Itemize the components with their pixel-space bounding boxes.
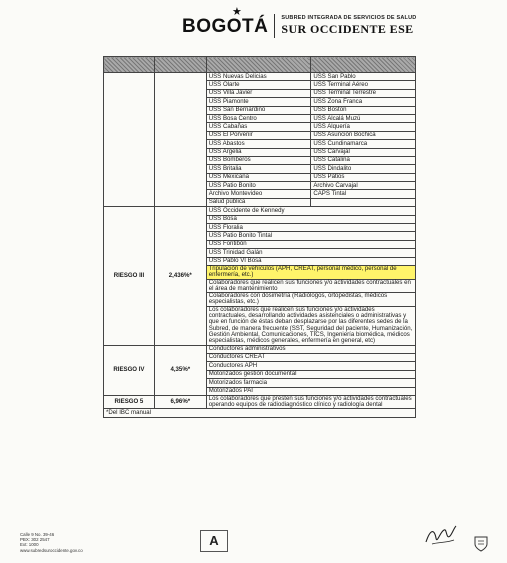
site-cell: USS Mexicana — [206, 173, 311, 181]
phone-line: PBX: 302 2547 — [20, 537, 50, 543]
risk4-body — [104, 345, 416, 395]
item-cell: Colaboradores con dosimetría (Radiólogos, ortopedistas, médicos especialistas, etc.) — [206, 293, 415, 307]
item-cell: USS Bosa — [206, 215, 415, 223]
table-row — [104, 207, 416, 215]
table-row — [104, 395, 416, 409]
star-icon: ★ — [232, 5, 242, 18]
item-cell: Motorizados farmacia — [206, 379, 415, 387]
item-cell: Motorizados PAI — [206, 387, 415, 395]
footnote-row — [104, 409, 416, 418]
site-cell: USS Terminal Aéreo — [311, 81, 416, 89]
site-cell: Salud pública — [206, 198, 311, 206]
coat-of-arms-icon — [474, 535, 488, 552]
site-cell: USS Britalia — [206, 165, 311, 173]
site-cell: CAPS Tintal — [311, 190, 416, 198]
site-cell: USS Abastos — [206, 140, 311, 148]
site-cell: USS Boston — [311, 106, 416, 114]
table-header-row — [104, 57, 416, 73]
item-cell: USS Fontibón — [206, 240, 415, 248]
site-cell: USS Dindalito — [311, 165, 416, 173]
site-cell: USS Bomberos — [206, 156, 311, 164]
header-divider — [274, 14, 275, 38]
risk5-body — [104, 395, 416, 409]
item-cell: Conductores administrativos — [206, 345, 415, 353]
table-row — [104, 345, 416, 353]
address-block — [20, 532, 83, 553]
site-cell: USS El Porvenir — [206, 131, 311, 139]
risk3-body — [104, 207, 416, 345]
item-cell: Motorizados gestión documental — [206, 370, 415, 378]
organization-name — [281, 15, 416, 37]
site-cell: USS Olarte — [206, 81, 311, 89]
footer-logo — [200, 530, 228, 552]
risk4-label: RIESGO IV — [104, 345, 155, 395]
site-cell: USS Villa Javier — [206, 89, 311, 97]
logo-text: BOGOTÁ — [182, 15, 269, 37]
site-cell: USS Patios — [311, 173, 416, 181]
site-cell: USS Zona Franca — [311, 98, 416, 106]
table-row — [104, 73, 416, 81]
item-cell: Conductores CREAT — [206, 353, 415, 361]
site-cell: USS Nuevas Delicias — [206, 73, 311, 81]
website-line: www.subredsuroccidente.gov.co — [20, 547, 83, 553]
site-cell: USS Alcalá Muzú — [311, 114, 416, 122]
site-cell: USS Patio Bonito — [206, 182, 311, 190]
handwritten-signature — [424, 522, 458, 548]
site-cell: USS Alquería — [311, 123, 416, 131]
site-cell: USS Piamonte — [206, 98, 311, 106]
site-cell: USS Terminal Terrestre — [311, 89, 416, 97]
site-cell: USS Bosa Centro — [206, 114, 311, 122]
extension-line: Ext: 1000 — [20, 542, 39, 548]
percentage-cell — [154, 73, 206, 207]
org-line-2: SUR OCCIDENTE ESE — [281, 22, 414, 36]
site-cell: USS San Bernardino — [206, 106, 311, 114]
document-header — [182, 5, 417, 42]
risk5-percentage: 6,96%* — [154, 395, 206, 409]
footnote: *Del IBC manual — [104, 409, 416, 418]
site-cell: USS Asunción Bochica — [311, 131, 416, 139]
site-cell: USS Cabañas — [206, 123, 311, 131]
footer-logo-letter: A — [209, 533, 219, 548]
item-cell: USS Occidente de Kennedy — [206, 207, 415, 215]
header-cell — [104, 57, 155, 73]
item-cell: Los colaboradores que realicen sus funciones y/o actividades contractuales, desarrollando actividades asistenciales o administrativas y que en función de éstas deban desplazarse por las diferentes sedes de la Subred, de manera frecuente (SST, Seguridad del paciente, Humanización, Gestión Ambiental, Comunicaciones, TICS, Ingeniería biomédica, médicos especialistas, médicos generales, enfermería en general, etc) — [206, 306, 415, 345]
risk3-label: RIESGO III — [104, 207, 155, 345]
item-cell: Tripulación de vehículos (APH, CREAT, personal médico, personal de enfermería, etc.) — [206, 265, 415, 279]
item-cell: USS Pablo VI Bosa — [206, 257, 415, 265]
address-line: Calle 9 No. 39-46 — [20, 532, 55, 537]
header-cell — [206, 57, 311, 73]
item-cell: Colaboradores que realicen sus funciones y/o actividades contractuales en el área de mantenimiento — [206, 279, 415, 293]
site-cell: USS San Pablo — [311, 73, 416, 81]
site-cell: Archivo Carvajal — [311, 182, 416, 190]
item-cell: Conductores APH — [206, 362, 415, 370]
item-cell: USS Patio Bonito Tintal — [206, 232, 415, 240]
site-cell — [311, 198, 416, 206]
sites-body — [104, 73, 416, 207]
risk-classification-table — [103, 56, 416, 418]
item-cell: Los colaboradores que presten sus funciones y/o actividades contractuales operando equipos de radiodiagnóstico clínico y radiología dental — [206, 395, 415, 409]
risk-level-cell — [104, 73, 155, 207]
header-cell — [154, 57, 206, 73]
risk3-percentage: 2,436%* — [154, 207, 206, 345]
item-cell: USS Floralia — [206, 224, 415, 232]
site-cell: USS Carvajal — [311, 148, 416, 156]
site-cell: USS Cundinamarca — [311, 140, 416, 148]
site-cell: Archivo Montevideo — [206, 190, 311, 198]
site-cell: USS Catalina — [311, 156, 416, 164]
header-cell — [311, 57, 416, 73]
risk4-percentage: 4,35%* — [154, 345, 206, 395]
item-cell: USS Trinidad Galán — [206, 249, 415, 257]
org-line-1: SUBRED INTEGRADA DE SERVICIOS DE SALUD — [281, 15, 417, 21]
risk5-label: RIESGO 5 — [104, 395, 155, 409]
site-cell: USS Argelia — [206, 148, 311, 156]
bogota-logo — [182, 5, 269, 37]
